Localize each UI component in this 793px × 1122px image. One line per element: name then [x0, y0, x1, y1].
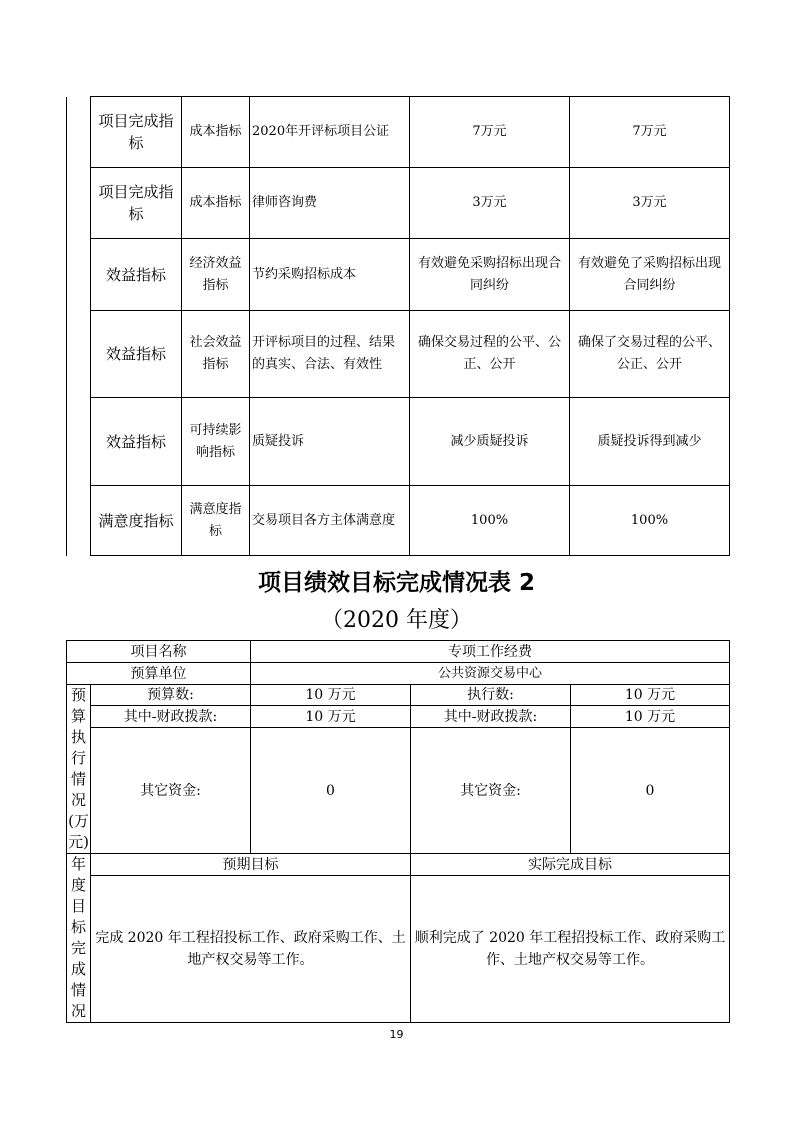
- expected-target-text: 完成 2020 年工程招投标工作、政府采购工作、土地产权交易等工作。: [91, 876, 411, 1023]
- table-row: [67, 706, 730, 728]
- other-funds-label: 其它资金:: [91, 728, 251, 854]
- table-row: [67, 685, 730, 706]
- budget-unit-label: 预算单位: [67, 663, 251, 685]
- indicator-level3: 2020年开评标项目公证: [250, 97, 410, 168]
- indicator-level1: 效益指标: [91, 239, 182, 311]
- budget-value: 10 万元: [251, 685, 411, 706]
- indicator-level3: 开评标项目的过程、结果的真实、合法、有效性: [250, 311, 410, 398]
- indicator-target: 确保交易过程的公平、公正、公开: [410, 311, 570, 398]
- indicator-level3: 律师咨询费: [250, 168, 410, 239]
- table-row: [67, 876, 730, 1023]
- indicator-level2: 经济效益指标: [182, 239, 250, 311]
- indicator-level3: 交易项目各方主体满意度: [250, 486, 410, 556]
- indicator-level1: 项目完成指标: [91, 97, 182, 168]
- indicator-actual: 3万元: [570, 168, 730, 239]
- indicator-level3: 质疑投诉: [250, 398, 410, 486]
- table-row: [67, 398, 730, 486]
- table-row: [67, 486, 730, 556]
- table-row: [67, 97, 730, 168]
- exec-value: 10 万元: [571, 685, 730, 706]
- indicator-level1: 满意度指标: [91, 486, 182, 556]
- annual-target-header: 年度目标完成情况: [67, 854, 91, 1023]
- indicator-target: 有效避免采购招标出现合同纠纷: [410, 239, 570, 311]
- indicator-actual: 有效避免了采购招标出现合同纠纷: [570, 239, 730, 311]
- table-row: [67, 641, 730, 663]
- project-name-value: 专项工作经费: [251, 641, 730, 663]
- table-row: [67, 239, 730, 311]
- exec-label: 执行数:: [411, 685, 571, 706]
- indicator-actual: 质疑投诉得到减少: [570, 398, 730, 486]
- indicator-level2: 社会效益指标: [182, 311, 250, 398]
- performance-summary-table: [66, 640, 730, 1023]
- performance-indicator-table: [66, 96, 730, 556]
- fiscal-label: 其中-财政拨款:: [411, 706, 571, 728]
- table-row: [67, 854, 730, 876]
- other-funds-value: 0: [251, 728, 411, 854]
- indicator-target: 3万元: [410, 168, 570, 239]
- table-row: [67, 663, 730, 685]
- expected-target-label: 预期目标: [91, 854, 411, 876]
- indicator-target: 7万元: [410, 97, 570, 168]
- project-name-label: 项目名称: [67, 641, 251, 663]
- indicator-target: 减少质疑投诉: [410, 398, 570, 486]
- page-number: 19: [389, 1028, 404, 1041]
- budget-unit-value: 公共资源交易中心: [251, 663, 730, 685]
- fiscal-label: 其中-财政拨款:: [91, 706, 251, 728]
- left-strip: [67, 97, 91, 556]
- indicator-level2: 成本指标: [182, 97, 250, 168]
- budget-label: 预算数:: [91, 685, 251, 706]
- table-row: [67, 311, 730, 398]
- indicator-actual: 100%: [570, 486, 730, 556]
- table-row: [67, 728, 730, 854]
- indicator-level2: 满意度指标: [182, 486, 250, 556]
- actual-target-text: 顺利完成了 2020 年工程招投标工作、政府采购工作、土地产权交易等工作。: [411, 876, 730, 1023]
- fiscal-value: 10 万元: [251, 706, 411, 728]
- fiscal-value: 10 万元: [571, 706, 730, 728]
- indicator-actual: 确保了交易过程的公平、公正、公开: [570, 311, 730, 398]
- other-funds-label: 其它资金:: [411, 728, 571, 854]
- indicator-actual: 7万元: [570, 97, 730, 168]
- budget-execution-header: 预算执行情况(万元): [67, 685, 91, 854]
- actual-target-label: 实际完成目标: [411, 854, 730, 876]
- page-subtitle: （2020 年度）: [321, 608, 472, 633]
- indicator-level1: 效益指标: [91, 398, 182, 486]
- indicator-level1: 效益指标: [91, 311, 182, 398]
- table-row: [67, 168, 730, 239]
- indicator-level2: 成本指标: [182, 168, 250, 239]
- indicator-target: 100%: [410, 486, 570, 556]
- other-funds-value: 0: [571, 728, 730, 854]
- indicator-level1: 项目完成指标: [91, 168, 182, 239]
- indicator-level3: 节约采购招标成本: [250, 239, 410, 311]
- page-title: 项目绩效目标完成情况表 2: [257, 570, 535, 596]
- indicator-level2: 可持续影响指标: [182, 398, 250, 486]
